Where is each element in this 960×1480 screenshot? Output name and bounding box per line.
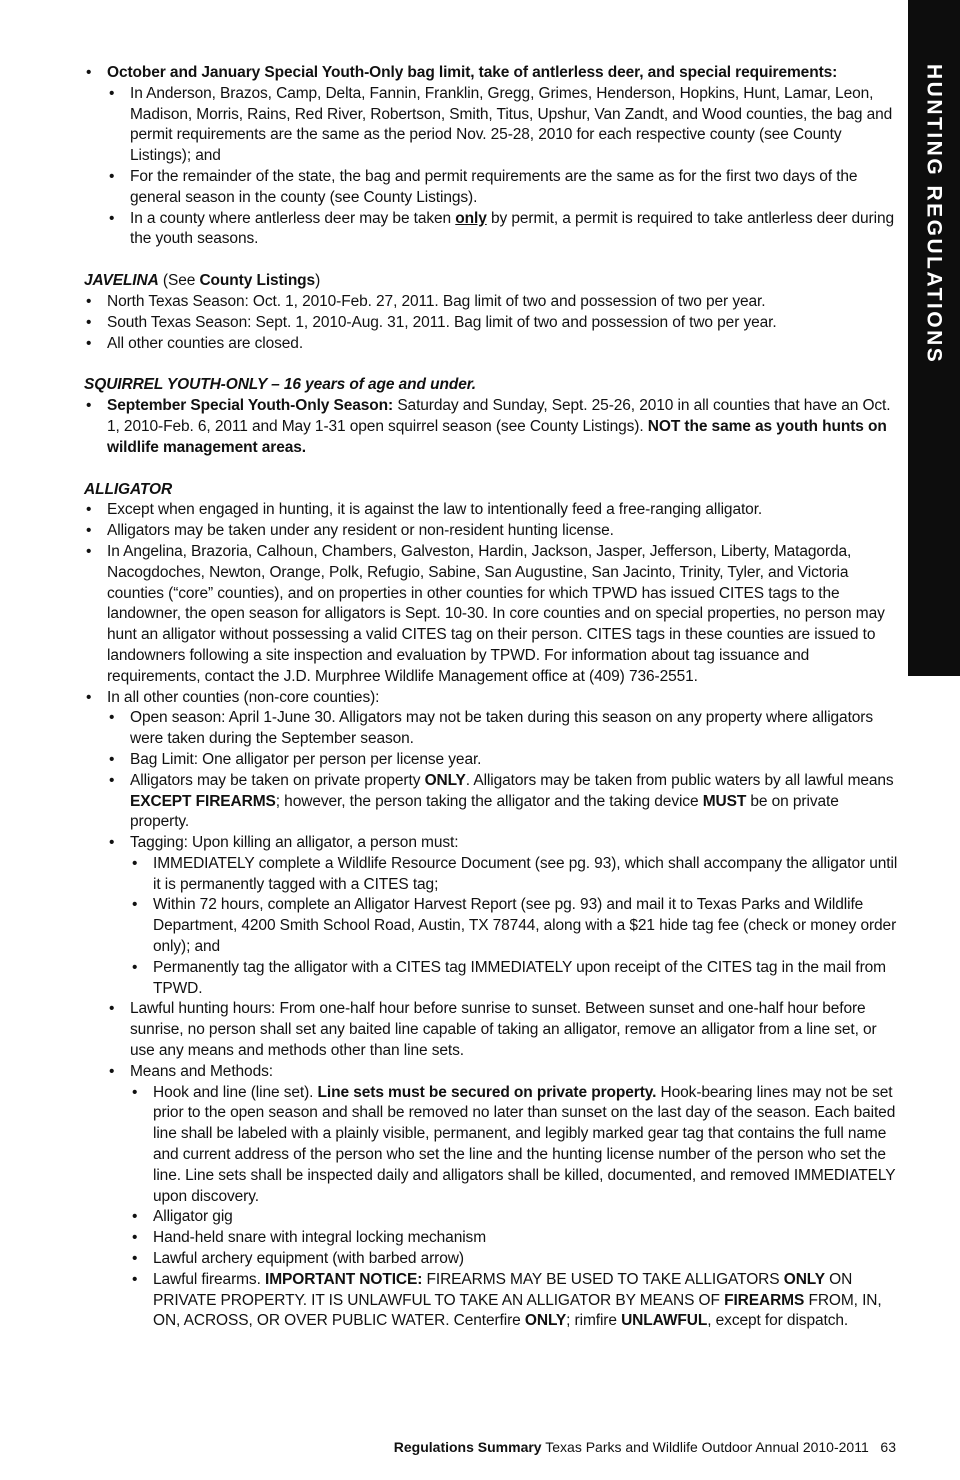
text-run: FIREARMS MAY BE USED TO TAKE ALLIGATORS — [422, 1270, 784, 1288]
important-notice: IMPORTANT NOTICE: — [265, 1270, 423, 1288]
list-item: • Alligator gig — [130, 1207, 900, 1228]
noncore-list — [107, 708, 900, 1332]
list-item: • For the remainder of the state, the bag and permit requirements are the same as for the first two days of the general season in the county (see County Listings). — [107, 167, 900, 209]
list-item: • Lawful archery equipment (with barbed arrow) — [130, 1249, 900, 1270]
alligator-list — [84, 500, 900, 1332]
text-run: In a county where antlerless deer may be taken — [130, 209, 456, 227]
text-run: ; however, the person taking the alligator and the taking device — [275, 792, 703, 810]
list-item — [107, 1062, 900, 1332]
text-run: Tagging: Upon killing an alligator, a person must: — [130, 834, 459, 852]
javelina-heading — [84, 271, 900, 292]
text-run: Alligators may be taken on private property — [130, 771, 425, 789]
text-run: Hook and line (line set). — [153, 1083, 318, 1101]
emphasis-except: EXCEPT FIREARMS — [130, 792, 276, 810]
alligator-section — [84, 480, 900, 1333]
list-item: • Hand-held snare with integral locking mechanism — [130, 1228, 900, 1249]
list-item — [107, 833, 900, 999]
regulations-content — [84, 63, 900, 1332]
list-item — [107, 771, 900, 833]
section-title: ALLIGATOR — [84, 480, 173, 498]
tagging-list — [130, 854, 900, 1000]
list-item: • Alligators may be taken under any resident or non-resident hunting license. — [84, 521, 900, 542]
means-list — [130, 1083, 900, 1333]
list-item: • All other counties are closed. — [84, 334, 900, 355]
list-item — [84, 396, 900, 458]
text-run: (See — [158, 272, 200, 290]
list-item: • In Angelina, Brazoria, Calhoun, Chambers, Galveston, Hardin, Jackson, Jasper, Jefferson, Liberty, Matagorda, Nacogdoches, Newton, Orange, Polk, Refugio, Sabine, San Augustine, San Jacinto, Trinity, Tyler, and Victoria counties (“core” counties), and on properties in other counties for which TPWD has issued CITES tags to the landowner, the open season for alligators is Sept. 10-30. In core counties and on special properties, no person may hunt an alligator without possessing a valid CITES tag on their person. CITES tags in these counties are issued to landowners following a site inspection and evaluation by TPWD. For information about tag issuance and requirements, contact the J.D. Murphree Wildlife Management office at (409) 736-2551. — [84, 542, 900, 688]
squirrel-list — [84, 396, 900, 458]
section-title: JAVELINA — [84, 272, 159, 290]
emphasis-only: only — [455, 209, 487, 227]
text-run: . Alligators may be taken from public waters by all lawful means — [465, 771, 894, 789]
javelina-list — [84, 292, 900, 354]
page-footer — [0, 1439, 896, 1455]
text-run: Hook-bearing lines may not be set prior to the open season and shall be removed no later than sunset on the last day of the season. Each baited line shall be labeled with a plainly visible, permanent, and legibly marked gear tag that contains the full name and current address of the person who set the line and the hunting license number of the person who set the line. Line sets shall be inspected daily and alligators shall be killed, documented, and removed IMMEDIATELY upon discovery. — [153, 1083, 896, 1205]
list-item: • Bag Limit: One alligator per person per license year. — [107, 750, 900, 771]
text-run: be on private property. — [130, 792, 839, 831]
emphasis-only: ONLY — [524, 1312, 567, 1330]
footer-publication: Texas Parks and Wildlife Outdoor Annual 2010-2011 — [541, 1439, 869, 1455]
list-item: • Except when engaged in hunting, it is against the law to intentionally feed a free-ranging alligator. — [84, 500, 900, 521]
list-item: • In Anderson, Brazos, Camp, Delta, Fannin, Franklin, Gregg, Grimes, Henderson, Hopkins, Hunt, Lamar, Leon, Madison, Morris, Rains, Red River, Robertson, Smith, Titus, Upshur, Van Zandt, and Wood counties, the bag and permit requirements are the same as the period Nov. 25-28, 2010 for each respective county (see County Listings); and — [107, 84, 900, 167]
list-item: • Permanently tag the alligator with a CITES tag IMMEDIATELY upon receipt of the CITES tag in the mail from TPWD. — [130, 958, 900, 1000]
list-item — [130, 1083, 900, 1208]
text-run: Lawful firearms. — [153, 1270, 265, 1288]
text-run: by permit, a permit is required to take antlerless deer during the youth seasons. — [130, 209, 894, 248]
county-listings-ref: County Listings — [199, 272, 316, 290]
emphasis-line-sets: Line sets must be secured on private property. — [317, 1083, 657, 1101]
season-label: September Special Youth-Only Season: — [107, 397, 394, 415]
text-run: ; rimfire — [566, 1312, 622, 1330]
squirrel-section — [84, 375, 900, 458]
list-item: • Within 72 hours, complete an Alligator Harvest Report (see pg. 93) and mail it to Texas Parks and Wildlife Department, 4200 Smith School Road, Austin, TX 78744, along with a $21 hide tag fee (check or money order only); and — [130, 895, 900, 957]
list-item — [107, 209, 900, 251]
emphasis-only: ONLY — [424, 771, 466, 789]
page-number: 63 — [880, 1439, 896, 1455]
list-item: • North Texas Season: Oct. 1, 2010-Feb. 27, 2011. Bag limit of two and possession of two per year. — [84, 292, 900, 313]
text-run: Means and Methods: — [130, 1062, 273, 1080]
youth-deer-sublist — [107, 84, 900, 250]
section-title: SQUIRREL YOUTH-ONLY – 16 years of age and under. — [84, 376, 476, 394]
season-note: NOT the same as youth hunts on wildlife management areas. — [107, 417, 887, 456]
emphasis-only: ONLY — [783, 1270, 825, 1288]
text-run: In all other counties (non-core counties): — [107, 688, 380, 706]
list-item: • Lawful hunting hours: From one-half hour before sunrise to sunset. Between sunset and one-half hour before sunrise, no person shall set any baited line capable of taking an alligator, remove an alligator from a line set, or use any means and methods other than line sets. — [107, 999, 900, 1061]
emphasis-must: MUST — [702, 792, 747, 810]
text-run: Saturday and Sunday, Sept. 25-26, 2010 in all counties that have an Oct. 1, 2010-Feb. 6, 2011 and May 1-31 open squirrel season (see County Listings). — [107, 397, 891, 435]
section-tab-label: HUNTING REGULATIONS — [922, 64, 946, 365]
text-run: ) — [315, 272, 321, 290]
list-item: • South Texas Season: Sept. 1, 2010-Aug. 31, 2011. Bag limit of two and possession of two per year. — [84, 313, 900, 334]
list-item — [130, 1270, 900, 1332]
text-run: , except for dispatch. — [707, 1312, 849, 1330]
emphasis-unlawful: UNLAWFUL — [621, 1312, 708, 1330]
emphasis-firearms: FIREARMS — [724, 1291, 805, 1309]
javelina-section — [84, 271, 900, 354]
text-run: ON PRIVATE PROPERTY. IT IS UNLAWFUL TO TAKE AN ALLIGATOR BY MEANS OF — [153, 1270, 853, 1309]
text-run: FROM, IN, ON, ACROSS, OR OVER PUBLIC WATER. Centerfire — [153, 1291, 882, 1330]
list-item — [84, 688, 900, 1333]
youth-deer-heading: October and January Special Youth-Only bag limit, take of antlerless deer, and special requirements: — [107, 64, 838, 81]
list-item: • IMMEDIATELY complete a Wildlife Resource Document (see pg. 93), which shall accompany the alligator until it is permanently tagged with a CITES tag; — [130, 854, 900, 896]
youth-deer-item — [84, 63, 900, 250]
youth-deer-list — [84, 63, 900, 250]
list-item: • Open season: April 1-June 30. Alligators may not be taken during this season on any property where alligators were taken during the September season. — [107, 708, 900, 750]
footer-section-name: Regulations Summary — [393, 1439, 542, 1455]
